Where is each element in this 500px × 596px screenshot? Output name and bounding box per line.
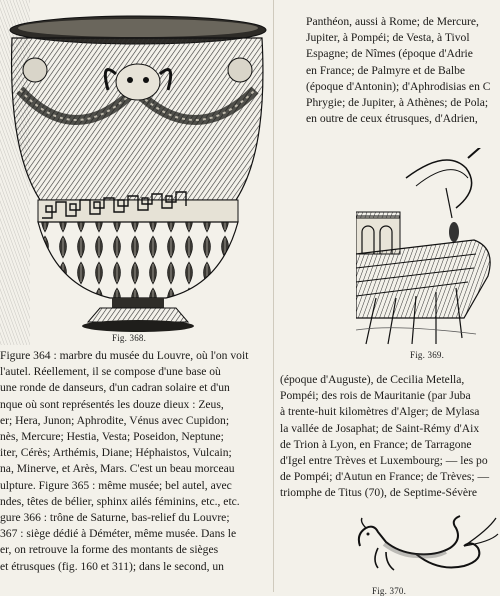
left-paragraph <box>0 348 272 592</box>
figure-368-vase-image <box>0 0 272 345</box>
left-line-14: et étrusques (fig. 160 et 311); dans le second, un <box>0 559 224 573</box>
left-line-6: nès, Mercure; Hestia, Vesta; Poseidon, Neptune; <box>0 430 224 444</box>
left-line-1: Figure 364 : marbre du musée du Louvre, où l'on voit <box>0 349 249 362</box>
hippocamp-engraving-icon <box>338 512 500 586</box>
right-bottom-line-2: Pompéi; des rois de Mauritanie (par Juba <box>280 389 471 403</box>
left-line-7: iter, Cérès; Arthémis, Diane; Héphaistos, Vulcain; <box>0 446 232 460</box>
left-line-13: er, on retrouve la forme des montants de sièges <box>0 543 219 557</box>
right-bottom-paragraph <box>280 372 500 504</box>
left-line-10: ndes, têtes de bélier, sphinx ailés féminins, etc., etc. <box>0 494 240 508</box>
left-line-4: nque où sont représentés les douze dieux : Zeus, <box>0 397 224 411</box>
left-line-2: l'autel. Réellement, il se compose d'une base où <box>0 365 221 379</box>
right-bottom-line-3: à trente-huit kilomètres d'Alger; de Mylasa <box>280 405 480 419</box>
right-top-line-5: (époque d'Antonin); d'Aphrodisias en C <box>306 79 491 93</box>
figure-370-caption: Fig. 370. <box>372 586 407 596</box>
right-bottom-line-4: la vallée de Josaphat; de Saint-Rémy d'Aix <box>280 421 480 435</box>
right-top-line-6: Phrygie; de Jupiter, à Athènes; de Pola; <box>306 96 489 110</box>
figure-369-ship-image <box>356 148 500 362</box>
right-bottom-line-8: triomphe de Titus (70), de Septime-Sévère <box>280 486 478 500</box>
left-line-11: gure 366 : trône de Saturne, bas-relief du Louvre; <box>0 511 230 525</box>
right-top-line-7: en outre de ceux étrusques, d'Adrien, <box>306 112 478 126</box>
right-top-paragraph <box>306 14 500 132</box>
left-line-9: ulpture. Figure 365 : même musée; bel autel, avec <box>0 478 232 492</box>
right-bottom-line-5: de Trion à Lyon, en France; de Tarragone <box>280 437 472 451</box>
right-top-line-2: Jupiter, à Pompéi; de Vesta, à Tivol <box>306 31 470 45</box>
right-bottom-line-1: (époque d'Auguste), de Cecilia Metella, <box>280 373 465 386</box>
left-line-5: er; Hera, Junon; Aphrodite, Vénus avec Cupidon; <box>0 413 230 427</box>
right-column <box>278 0 500 596</box>
right-bottom-line-6: d'Igel entre Trèves et Luxembourg; — les po <box>280 454 488 468</box>
galley-ship-engraving-icon <box>356 148 500 348</box>
figure-370-hippocamp-image <box>338 512 500 596</box>
left-line-8: na, Minerve, et Arès, Mars. C'est un beau morceau <box>0 462 235 476</box>
right-top-line-4: en France; de Palmyre et de Balbe <box>306 63 466 77</box>
left-line-3: une ronde de danseurs, d'un cadran solaire et d'un <box>0 381 230 395</box>
column-gutter <box>273 0 274 592</box>
right-bottom-line-7: de Pompéi; d'Autun en France; de Trèves; — <box>280 470 490 484</box>
right-top-line-1: Panthéon, aussi à Rome; de Mercure, <box>306 15 479 28</box>
left-line-12: 367 : siège dédié à Déméter, même musée. Dans le <box>0 527 237 541</box>
vase-engraving-icon <box>0 0 272 345</box>
figure-369-caption: Fig. 369. <box>410 350 445 360</box>
figure-368-caption: Fig. 368. <box>112 333 147 343</box>
right-top-line-3: Espagne; de Nîmes (époque d'Adrie <box>306 47 473 61</box>
